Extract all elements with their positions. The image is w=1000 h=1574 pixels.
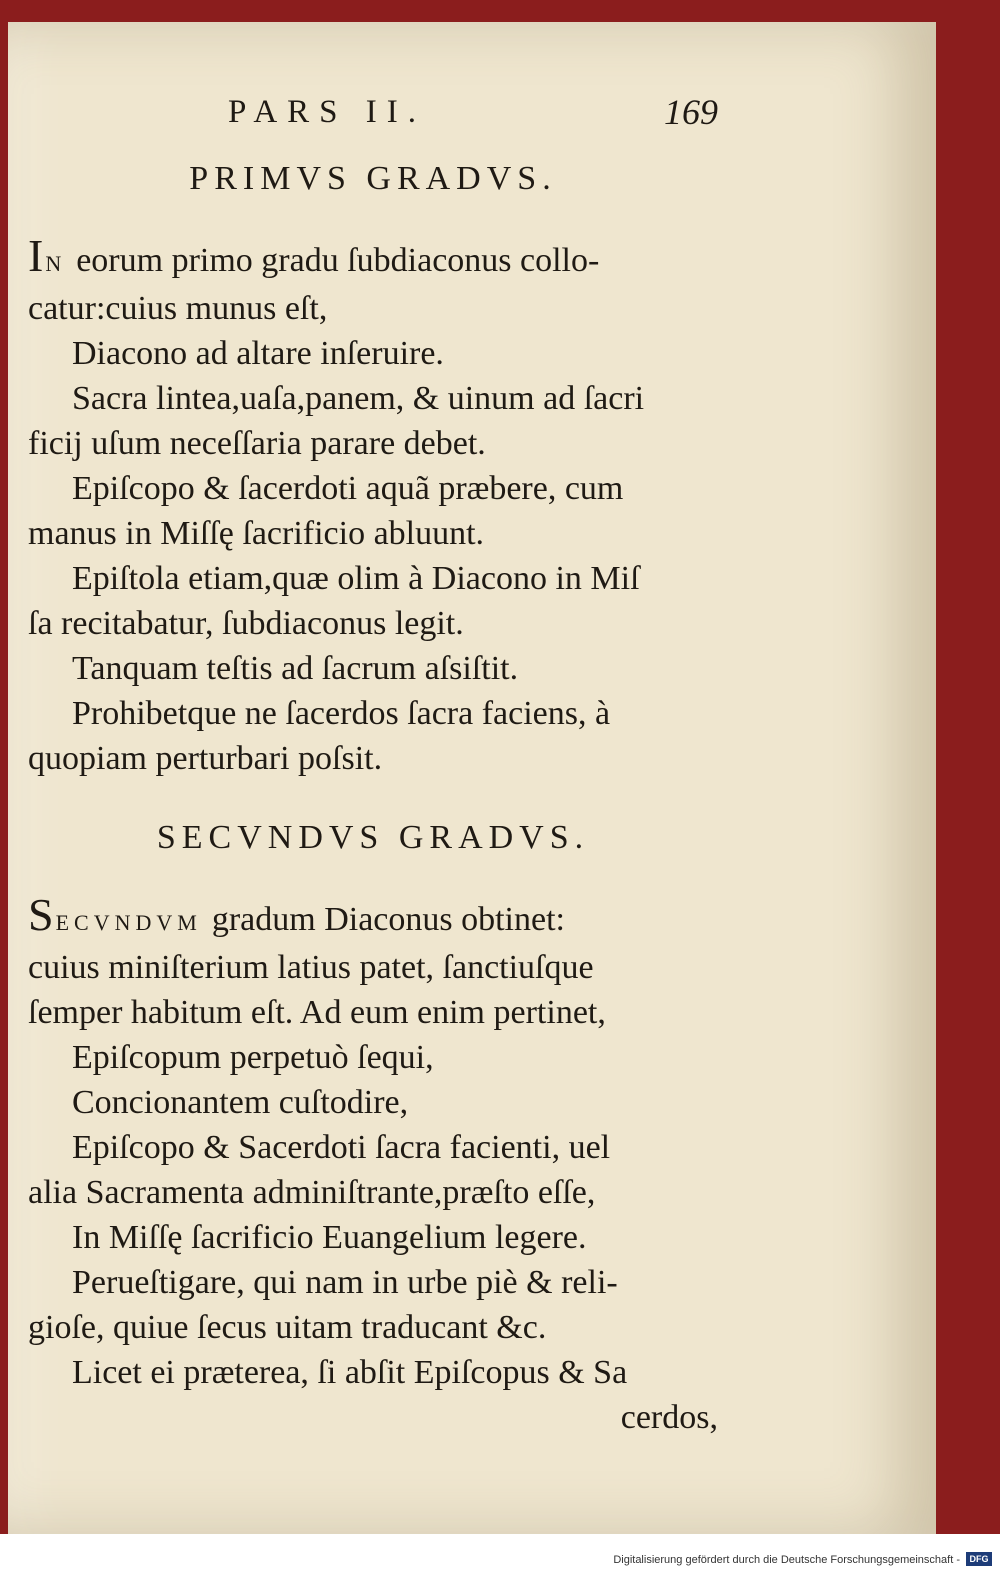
dfg-logo-icon: DFG	[966, 1552, 992, 1566]
initial-letter: S	[28, 889, 56, 940]
text-line: cuius miniſterium latius patet, ſanctiuſque	[28, 949, 594, 986]
text-line: IN eorum primo gradu ſubdiaconus collo-	[28, 230, 600, 281]
text-block	[28, 82, 718, 1440]
text-line: catur:cuius munus eſt,	[28, 290, 328, 327]
text-line: SECVNDVM gradum Diaconus obtinet:	[28, 889, 565, 940]
text-line: Epiſcopo & ſacerdoti aquã præbere, cum	[72, 470, 624, 507]
text-line: Perueſtigare, qui nam in urbe piè & reli-	[72, 1264, 618, 1301]
text-line: alia Sacramenta adminiſtrante,præſto eſſe,	[28, 1174, 596, 1211]
text-line: ficij uſum neceſſaria parare debet.	[28, 425, 486, 462]
text-line: Epiſcopum perpetuò ſequi,	[72, 1039, 434, 1076]
running-head: PARS II.	[228, 94, 426, 130]
section-heading-1: PRIMVS GRADVS.	[189, 160, 557, 197]
text-line: Diacono ad altare inſeruire.	[72, 335, 444, 372]
text-line: gioſe, quiue ſecus uitam traducant &c.	[28, 1309, 547, 1346]
text-line: Tanquam teſtis ad ſacrum aſsiſtit.	[72, 650, 519, 687]
text-line: Epiſcopo & Sacerdoti ſacra facienti, uel	[72, 1129, 611, 1166]
text-line: Licet ei præterea, ſi abſit Epiſcopus & Sa	[72, 1354, 628, 1391]
funding-notice: Digitalisierung gefördert durch die Deutsche Forschungsgemeinschaft -	[613, 1554, 960, 1566]
text-line: manus in Miſſę ſacrificio abluunt.	[28, 515, 485, 552]
text-line: quopiam perturbari poſsit.	[28, 740, 383, 777]
initial-letter: I	[28, 230, 46, 281]
footer-bar	[0, 1534, 1000, 1574]
text-line: Sacra lintea,uaſa,panem, & uinum ad ſacri	[72, 380, 645, 417]
text-line: Concionantem cuſtodire,	[72, 1084, 409, 1121]
page-header	[28, 82, 718, 142]
text-line: ſemper habitum eſt. Ad eum enim pertinet,	[28, 994, 606, 1031]
catchword: cerdos,	[620, 1399, 718, 1436]
text-line: In Miſſę ſacrificio Euangelium legere.	[72, 1219, 587, 1256]
section-heading-2: SECVNDVS GRADVS.	[156, 819, 590, 856]
text-line: ſa recitabatur, ſubdiaconus legit.	[28, 605, 464, 642]
book-page	[8, 22, 936, 1534]
small-caps: N	[45, 251, 67, 276]
text-line: Epiſtola etiam,quæ olim à Diacono in Miſ	[72, 560, 640, 597]
text-line: Prohibetque ne ſacerdos ſacra faciens, à	[72, 695, 611, 732]
small-caps: ECVNDVM	[55, 910, 202, 935]
page-number: 169	[664, 92, 718, 132]
